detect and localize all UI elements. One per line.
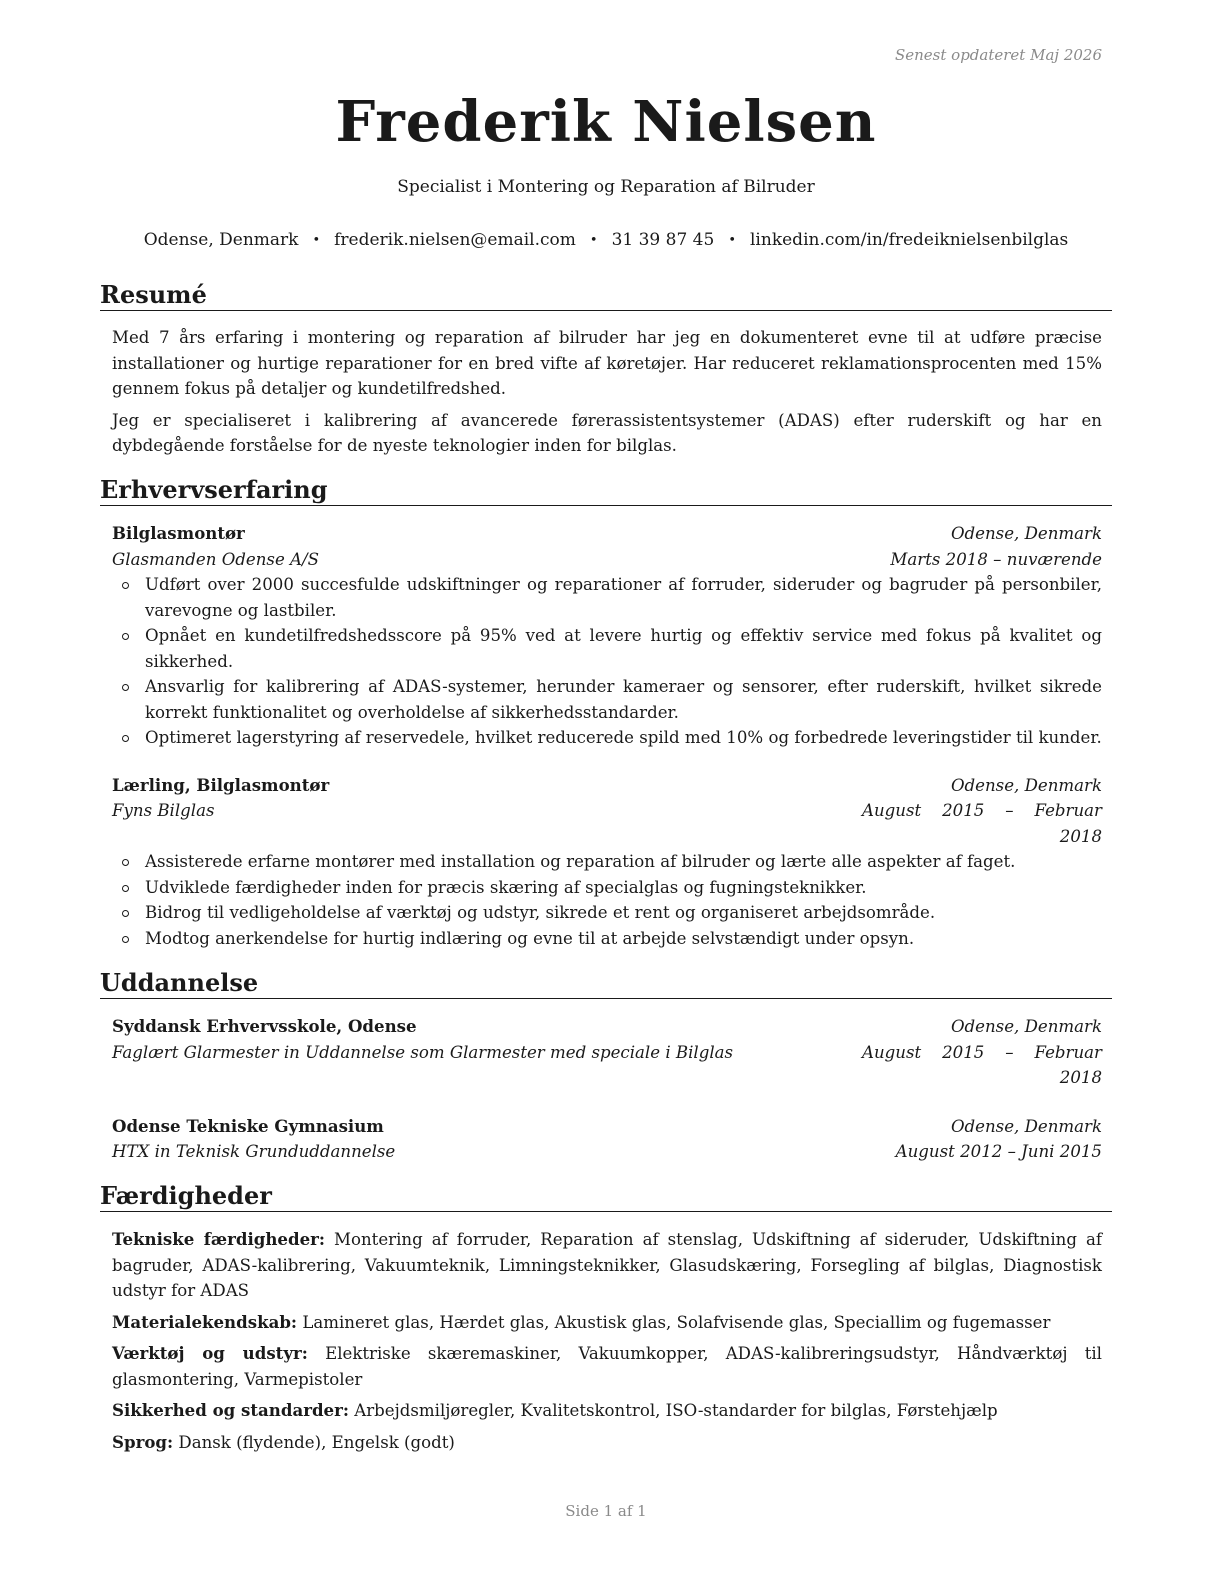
job-bullets: [112, 849, 1102, 951]
job-role: Lærling, Bilglasmontør: [112, 774, 330, 795]
skills-section: [100, 1181, 1112, 1455]
job-entry: [112, 521, 1102, 751]
skill-group: [112, 1341, 1102, 1392]
list-item: Modtog anerkendelse for hurtig indlæring og evne til at arbejde selvstændigt under opsyn.: [112, 926, 1102, 952]
school-name: Syddansk Erhvervsskole, Odense: [112, 1016, 417, 1036]
contact-email[interactable]: frederik.nielsen@email.com: [334, 230, 576, 250]
education-section: [100, 968, 1112, 1165]
job-location: Odense, Denmark: [950, 775, 1102, 795]
job-period: Marts 2018 – nuværende: [890, 549, 1102, 569]
skill-group: [112, 1227, 1102, 1304]
bullet-separator: •: [728, 233, 736, 248]
job-entry: [112, 773, 1102, 952]
experience-section: [100, 475, 1112, 951]
job-period: August 2015 – Februar 2018: [862, 801, 1102, 846]
skill-value: Elektriske skæremaskiner, Vakuumkopper, ADAS-kalibreringsudstyr, Håndværktøj til glasmontering, Varmepistoler: [112, 1344, 1102, 1389]
resume-page: [100, 0, 1112, 1584]
last-updated: Senest opdateret Maj 2026: [894, 46, 1102, 64]
skill-group: [112, 1310, 1102, 1336]
bullet-separator: •: [589, 233, 598, 248]
list-item: Udviklede færdigheder inden for præcis skæring af specialglas og fugningsteknikker.: [112, 875, 1102, 901]
job-bullets: [112, 572, 1102, 751]
education-period: August 2015 – Februar 2018: [862, 1042, 1102, 1087]
list-item: Assisterede erfarne montører med installation og reparation af bilruder og lærte alle aspekter af faget.: [112, 849, 1102, 875]
page-number: Side 1 af 1: [565, 1502, 647, 1520]
list-item: Bidrog til vedligeholdelse af værktøj og udstyr, sikrede et rent og organiseret arbejdsområde.: [112, 900, 1102, 926]
skill-group: [112, 1398, 1102, 1424]
list-item: Opnået en kundetilfredshedsscore på 95% ved at levere hurtig og effektiv service med fokus på kvalitet og sikkerhed.: [112, 623, 1102, 674]
section-title: Uddannelse: [100, 968, 1112, 999]
degree: Faglært Glarmester in Uddannelse som Glarmester med speciale i Bilglas: [112, 1042, 734, 1062]
summary-section: [100, 280, 1112, 459]
list-item: Udført over 2000 succesfulde udskiftninger og reparationer af forruder, sideruder og bagruder på personbiler, varevogne og lastbiler.: [112, 572, 1102, 623]
education-entry: [112, 1114, 1102, 1165]
skill-value: Dansk (flydende), Engelsk (godt): [178, 1432, 455, 1452]
contact-phone: 31 39 87 45: [611, 230, 715, 250]
skill-value: Arbejdsmiljøregler, Kvalitetskontrol, ISO-standarder for bilglas, Førstehjælp: [354, 1401, 998, 1420]
school-name: Odense Tekniske Gymnasium: [112, 1115, 384, 1136]
skill-label: Sikkerhed og standarder:: [112, 1400, 349, 1420]
skill-value: Montering af forruder, Reparation af stenslag, Udskiftning af sideruder, Udskiftning af bagruder, ADAS-kalibrering, Vakuumteknik, Limningsteknikker, Glasudskæring, Forsegling af bilglas, Diagnostisk udstyr for ADAS: [112, 1230, 1102, 1300]
contact-linkedin[interactable]: linkedin.com/in/fredeiknielsenbilglas: [750, 230, 1069, 250]
candidate-name: Frederik Nielsen: [335, 89, 877, 155]
job-location: Odense, Denmark: [950, 524, 1102, 543]
skill-value: Lamineret glas, Hærdet glas, Akustisk glas, Solafvisende glas, Speciallim og fugemasser: [302, 1312, 1051, 1332]
section-title: Erhvervserfaring: [100, 475, 1112, 506]
job-company: Glasmanden Odense A/S: [112, 549, 319, 569]
skill-label: Sprog:: [112, 1431, 174, 1452]
skill-label: Værktøj og udstyr:: [112, 1343, 308, 1363]
summary-paragraph: Jeg er specialiseret i kalibrering af avancerede førerassistentsystemer (ADAS) efter ruderskift og har en dybdegående forståelse for de nyeste teknologier inden for bilglas.: [112, 410, 1102, 455]
skill-label: Tekniske færdigheder:: [112, 1229, 325, 1249]
education-period: August 2012 – Juni 2015: [895, 1142, 1102, 1161]
skill-group: [112, 1430, 1102, 1456]
school-location: Odense, Denmark: [950, 1017, 1102, 1036]
bullet-separator: •: [312, 233, 321, 248]
list-item: Ansvarlig for kalibrering af ADAS-systemer, herunder kameraer og sensorer, efter ruderskift, hvilket sikrede korrekt funktionalitet og overholdelse af sikkerhedsstandarder.: [112, 674, 1102, 725]
job-company: Fyns Bilglas: [112, 801, 215, 820]
skill-label: Materialekendskab:: [112, 1311, 298, 1332]
candidate-title: Specialist i Montering og Reparation af Bilruder: [397, 177, 815, 197]
education-entry: [112, 1014, 1102, 1091]
list-item: Optimeret lagerstyring af reservedele, hvilket reducerede spild med 10% og forbedrede leveringstider til kunder.: [112, 725, 1102, 751]
degree: HTX in Teknisk Grunduddannelse: [112, 1142, 396, 1161]
school-location: Odense, Denmark: [950, 1116, 1102, 1136]
job-role: Bilglasmontør: [112, 523, 245, 543]
contact-location: Odense, Denmark: [143, 230, 299, 250]
section-title: Færdigheder: [100, 1181, 1112, 1212]
contact-line: [100, 227, 1112, 255]
section-title: Resumé: [100, 280, 1112, 311]
summary-paragraph: Med 7 års erfaring i montering og reparation af bilruder har jeg en dokumenteret evne til at udføre præcise installationer og hurtige reparationer for en bred vifte af køretøjer. Har reduceret reklamationsprocenten med 15% gennem fokus på detaljer og kundetilfredshed.: [112, 328, 1102, 398]
